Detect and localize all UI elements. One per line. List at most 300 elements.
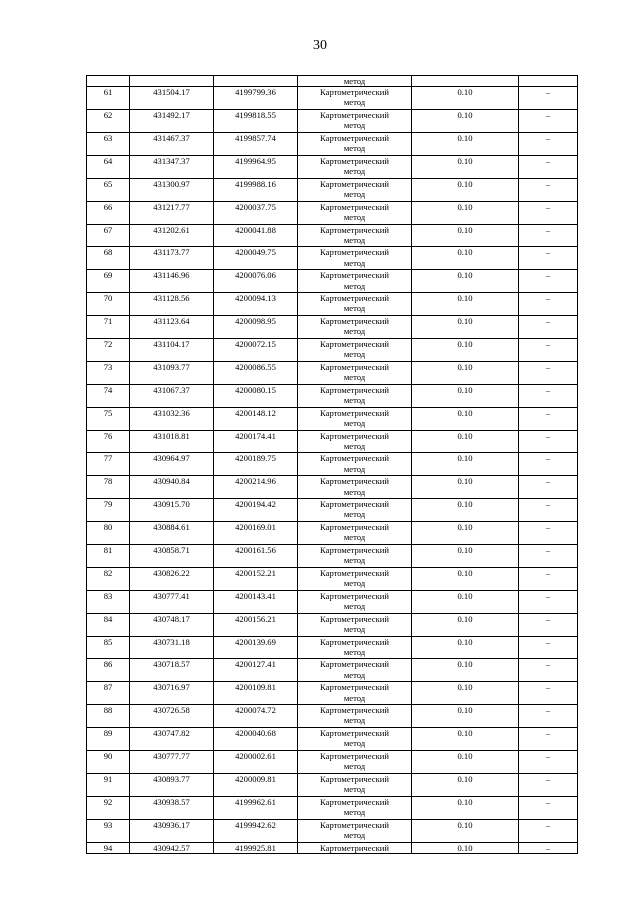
- cell-number: 65: [87, 178, 130, 201]
- cell-note: –: [519, 247, 578, 270]
- cell-note: –: [519, 384, 578, 407]
- cell-method: метод: [298, 76, 412, 87]
- cell-x: 430893.77: [130, 773, 214, 796]
- cell-note: –: [519, 567, 578, 590]
- table-row: [87, 87, 578, 110]
- cell-note: –: [519, 705, 578, 728]
- table-row: [87, 293, 578, 316]
- cell-accuracy: 0.10: [412, 499, 519, 522]
- cell-x: 431128.56: [130, 293, 214, 316]
- cell-accuracy: 0.10: [412, 773, 519, 796]
- cell-number: 70: [87, 293, 130, 316]
- method-line-1: Картометрический: [320, 430, 389, 441]
- cell-x: 430731.18: [130, 636, 214, 659]
- cell-accuracy: [412, 76, 519, 87]
- cell-number: 62: [87, 110, 130, 133]
- cell-x: 431347.37: [130, 155, 214, 178]
- table-row: [87, 728, 578, 751]
- cell-accuracy: 0.10: [412, 659, 519, 682]
- cell-number: 88: [87, 705, 130, 728]
- cell-note: –: [519, 613, 578, 636]
- cell-method: [298, 545, 412, 568]
- cell-accuracy: 0.10: [412, 819, 519, 842]
- cell-y: 4200156.21: [214, 613, 298, 636]
- method-line-2: метод: [343, 715, 366, 726]
- cell-note: –: [519, 270, 578, 293]
- method-line-1: Картометрический: [320, 155, 389, 166]
- cell-accuracy: 0.10: [412, 316, 519, 339]
- cell-accuracy: 0.10: [412, 430, 519, 453]
- table-row: [87, 384, 578, 407]
- method-line-2: метод: [343, 692, 366, 703]
- cell-y: 4200139.69: [214, 636, 298, 659]
- method-line-2: метод: [343, 394, 366, 405]
- cell-method: [298, 178, 412, 201]
- method-line-2: метод: [343, 646, 366, 657]
- table-row: [87, 224, 578, 247]
- cell-method: [298, 155, 412, 178]
- method-line-1: Картометрический: [320, 613, 389, 624]
- cell-number: 93: [87, 819, 130, 842]
- cell-y: 4200076.06: [214, 270, 298, 293]
- method-line-1: Картометрический: [320, 796, 389, 807]
- method-line-2: метод: [343, 349, 366, 360]
- cell-note: –: [519, 590, 578, 613]
- cell-y: 4200161.56: [214, 545, 298, 568]
- cell-y: 4200214.96: [214, 476, 298, 499]
- cell-accuracy: 0.10: [412, 476, 519, 499]
- cell-method: [298, 842, 412, 854]
- cell-number: 68: [87, 247, 130, 270]
- cell-y: 4200074.72: [214, 705, 298, 728]
- cell-y: 4200094.13: [214, 293, 298, 316]
- method-line-2: метод: [343, 761, 366, 772]
- cell-number: 66: [87, 201, 130, 224]
- cell-note: –: [519, 499, 578, 522]
- cell-y: 4199925.81: [214, 842, 298, 854]
- cell-x: 430938.57: [130, 796, 214, 819]
- cell-accuracy: 0.10: [412, 132, 519, 155]
- method-line-1: Картометрический: [320, 476, 389, 487]
- cell-x: 431067.37: [130, 384, 214, 407]
- cell-x: 430826.22: [130, 567, 214, 590]
- cell-method: [298, 728, 412, 751]
- cell-note: –: [519, 545, 578, 568]
- method-line-2: метод: [343, 486, 366, 497]
- cell-method: [298, 659, 412, 682]
- method-line-2: метод: [343, 303, 366, 314]
- cell-note: –: [519, 728, 578, 751]
- method-line-2: метод: [343, 555, 366, 566]
- method-line-1: Картометрический: [320, 453, 389, 464]
- table-row: [87, 819, 578, 842]
- cell-x: 431018.81: [130, 430, 214, 453]
- cell-method: [298, 201, 412, 224]
- cell-y: 4199962.61: [214, 796, 298, 819]
- cell-note: –: [519, 110, 578, 133]
- method-line-1: Картометрический: [320, 705, 389, 716]
- cell-note: –: [519, 87, 578, 110]
- cell-y: 4199942.62: [214, 819, 298, 842]
- cell-y: 4200189.75: [214, 453, 298, 476]
- cell-method: [298, 636, 412, 659]
- cell-x: 431202.61: [130, 224, 214, 247]
- cell-method: [298, 110, 412, 133]
- method-line-2: метод: [343, 166, 366, 177]
- cell-note: –: [519, 155, 578, 178]
- cell-accuracy: 0.10: [412, 384, 519, 407]
- cell-y: 4200041.88: [214, 224, 298, 247]
- cell-y: 4200127.41: [214, 659, 298, 682]
- method-line-1: Картометрический: [320, 339, 389, 349]
- cell-number: 85: [87, 636, 130, 659]
- method-line-1: Картометрический: [320, 659, 389, 670]
- cell-accuracy: 0.10: [412, 842, 519, 854]
- table-row: [87, 430, 578, 453]
- cell-x: 430748.17: [130, 613, 214, 636]
- cell-x: 431217.77: [130, 201, 214, 224]
- cell-x: 430718.57: [130, 659, 214, 682]
- cell-y: 4200194.42: [214, 499, 298, 522]
- cell-x: 430726.58: [130, 705, 214, 728]
- method-line-1: Картометрический: [320, 842, 389, 853]
- cell-accuracy: 0.10: [412, 453, 519, 476]
- cell-number: 80: [87, 522, 130, 545]
- cell-note: [519, 76, 578, 87]
- cell-method: [298, 567, 412, 590]
- cell-y: 4200040.68: [214, 728, 298, 751]
- cell-number: 86: [87, 659, 130, 682]
- cell-accuracy: 0.10: [412, 796, 519, 819]
- cell-method: [298, 247, 412, 270]
- cell-number: 69: [87, 270, 130, 293]
- cell-method: [298, 430, 412, 453]
- cell-y: 4200169.01: [214, 522, 298, 545]
- cell-x: 431173.77: [130, 247, 214, 270]
- cell-x: 430716.97: [130, 682, 214, 705]
- cell-x: 430747.82: [130, 728, 214, 751]
- method-line-1: Картометрический: [320, 682, 389, 693]
- method-line-2: метод: [343, 234, 366, 245]
- method-line-1: Картометрический: [320, 178, 389, 189]
- cell-method: [298, 819, 412, 842]
- cell-note: –: [519, 682, 578, 705]
- cell-x: 431492.17: [130, 110, 214, 133]
- method-line-1: Картометрический: [320, 110, 389, 121]
- cell-y: 4200109.81: [214, 682, 298, 705]
- cell-accuracy: 0.10: [412, 87, 519, 110]
- method-line-2: метод: [343, 807, 366, 818]
- method-line-2: метод: [343, 120, 366, 131]
- cell-note: –: [519, 224, 578, 247]
- cell-y: 4199857.74: [214, 132, 298, 155]
- method-line-2: метод: [343, 829, 366, 840]
- cell-number: 91: [87, 773, 130, 796]
- cell-x: 431123.64: [130, 316, 214, 339]
- table-row: [87, 361, 578, 384]
- table-row: [87, 453, 578, 476]
- cell-method: [298, 590, 412, 613]
- table-row: [87, 590, 578, 613]
- cell-note: –: [519, 636, 578, 659]
- table-row: [87, 636, 578, 659]
- method-line-2: метод: [343, 440, 366, 451]
- method-line-1: Картометрический: [320, 545, 389, 556]
- cell-note: –: [519, 796, 578, 819]
- cell-accuracy: 0.10: [412, 224, 519, 247]
- cell-number: 82: [87, 567, 130, 590]
- table-row: [87, 682, 578, 705]
- cell-note: –: [519, 361, 578, 384]
- method-line-1: Картометрический: [320, 819, 389, 830]
- table-row: [87, 567, 578, 590]
- method-line-1: Картометрический: [320, 522, 389, 533]
- method-line-1: Картометрический: [320, 728, 389, 739]
- method-line-2: метод: [343, 326, 366, 337]
- cell-accuracy: 0.10: [412, 522, 519, 545]
- cell-number: 89: [87, 728, 130, 751]
- method-line-2: метод: [343, 463, 366, 474]
- cell-y: 4199964.95: [214, 155, 298, 178]
- cell-note: –: [519, 751, 578, 774]
- page-number: 30: [313, 38, 327, 53]
- cell-y: 4200152.21: [214, 567, 298, 590]
- cell-note: –: [519, 339, 578, 362]
- cell-number: 75: [87, 407, 130, 430]
- cell-number: 84: [87, 613, 130, 636]
- cell-note: –: [519, 407, 578, 430]
- cell-x: [130, 76, 214, 87]
- table-row: [87, 407, 578, 430]
- cell-note: –: [519, 316, 578, 339]
- table-row: [87, 316, 578, 339]
- cell-accuracy: 0.10: [412, 247, 519, 270]
- method-line-1: Картометрический: [320, 499, 389, 510]
- table-row: [87, 773, 578, 796]
- table-row: [87, 522, 578, 545]
- table-row: [87, 705, 578, 728]
- cell-method: [298, 384, 412, 407]
- method-line-1: Картометрический: [320, 87, 389, 98]
- method-line-2: метод: [343, 211, 366, 222]
- cell-accuracy: 0.10: [412, 590, 519, 613]
- cell-note: –: [519, 293, 578, 316]
- coordinates-table: [86, 75, 578, 854]
- cell-y: 4199799.36: [214, 87, 298, 110]
- method-line-1: Картометрический: [320, 293, 389, 304]
- method-line-1: Картометрический: [320, 751, 389, 762]
- cell-method: [298, 293, 412, 316]
- cell-method: [298, 453, 412, 476]
- cell-note: –: [519, 453, 578, 476]
- method-line-2: метод: [343, 784, 366, 795]
- table-row: [87, 545, 578, 568]
- method-line-2: метод: [343, 372, 366, 383]
- cell-method: [298, 751, 412, 774]
- cell-y: 4200086.55: [214, 361, 298, 384]
- cell-x: 430915.70: [130, 499, 214, 522]
- cell-accuracy: 0.10: [412, 751, 519, 774]
- cell-number: 67: [87, 224, 130, 247]
- cell-number: 90: [87, 751, 130, 774]
- cell-y: 4200049.75: [214, 247, 298, 270]
- method-line-1: Картометрический: [320, 316, 389, 327]
- cell-method: [298, 270, 412, 293]
- cell-method: [298, 613, 412, 636]
- cell-y: [214, 76, 298, 87]
- cell-note: –: [519, 178, 578, 201]
- table-row: [87, 659, 578, 682]
- cell-note: –: [519, 773, 578, 796]
- cell-x: 430964.97: [130, 453, 214, 476]
- method-line-2: метод: [343, 601, 366, 611]
- method-line-1: Картометрический: [320, 132, 389, 143]
- method-line-2: метод: [343, 97, 366, 108]
- cell-x: 430936.17: [130, 819, 214, 842]
- cell-method: [298, 224, 412, 247]
- method-line-1: Картометрический: [320, 224, 389, 235]
- cell-y: 4200002.61: [214, 751, 298, 774]
- cell-y: 4200098.95: [214, 316, 298, 339]
- cell-number: 74: [87, 384, 130, 407]
- cell-method: [298, 796, 412, 819]
- table-row: [87, 201, 578, 224]
- cell-y: 4200037.75: [214, 201, 298, 224]
- cell-number: 78: [87, 476, 130, 499]
- cell-accuracy: 0.10: [412, 545, 519, 568]
- cell-accuracy: 0.10: [412, 636, 519, 659]
- method-line-1: Картометрический: [320, 407, 389, 418]
- cell-y: 4200072.15: [214, 339, 298, 362]
- table-row: [87, 842, 578, 854]
- cell-method: [298, 522, 412, 545]
- cell-accuracy: 0.10: [412, 178, 519, 201]
- cell-accuracy: 0.10: [412, 728, 519, 751]
- cell-x: 430940.84: [130, 476, 214, 499]
- cell-number: 87: [87, 682, 130, 705]
- method-line-2: метод: [343, 257, 366, 268]
- table-row: [87, 613, 578, 636]
- cell-accuracy: 0.10: [412, 155, 519, 178]
- method-line-1: Картометрический: [320, 773, 389, 784]
- method-line-2: метод: [343, 417, 366, 428]
- cell-y: 4200143.41: [214, 590, 298, 613]
- cell-y: 4200080.15: [214, 384, 298, 407]
- table-row: [87, 499, 578, 522]
- cell-accuracy: 0.10: [412, 270, 519, 293]
- method-line-1: Картометрический: [320, 270, 389, 281]
- method-line-2: метод: [343, 738, 366, 749]
- cell-accuracy: 0.10: [412, 682, 519, 705]
- table-row: [87, 110, 578, 133]
- method-line-1: Картометрический: [320, 247, 389, 258]
- cell-number: 94: [87, 842, 130, 854]
- cell-accuracy: 0.10: [412, 110, 519, 133]
- table-row: [87, 476, 578, 499]
- cell-y: 4200174.41: [214, 430, 298, 453]
- method-line-2: метод: [343, 532, 366, 543]
- cell-note: –: [519, 201, 578, 224]
- method-line-1: Картометрический: [320, 636, 389, 647]
- method-line-2: метод: [343, 188, 366, 199]
- table-row: [87, 339, 578, 362]
- cell-number: 73: [87, 361, 130, 384]
- cell-number: 79: [87, 499, 130, 522]
- cell-note: –: [519, 430, 578, 453]
- cell-x: 431032.36: [130, 407, 214, 430]
- table-row: [87, 132, 578, 155]
- cell-x: 431093.77: [130, 361, 214, 384]
- cell-method: [298, 499, 412, 522]
- cell-y: 4199988.16: [214, 178, 298, 201]
- method-line-1: Картометрический: [320, 590, 389, 601]
- method-line-1: Картометрический: [320, 384, 389, 395]
- cell-note: –: [519, 476, 578, 499]
- cell-method: [298, 773, 412, 796]
- cell-number: 61: [87, 87, 130, 110]
- cell-number: 92: [87, 796, 130, 819]
- cell-x: 430777.41: [130, 590, 214, 613]
- cell-accuracy: 0.10: [412, 293, 519, 316]
- cell-number: 83: [87, 590, 130, 613]
- cell-method: [298, 361, 412, 384]
- cell-x: 430858.71: [130, 545, 214, 568]
- cell-y: 4200009.81: [214, 773, 298, 796]
- cell-x: 431504.17: [130, 87, 214, 110]
- cell-accuracy: 0.10: [412, 613, 519, 636]
- cell-number: [87, 76, 130, 87]
- method-line-2: метод: [343, 280, 366, 291]
- cell-accuracy: 0.10: [412, 567, 519, 590]
- method-line-2: метод: [343, 669, 366, 680]
- table-row-continuation: [87, 76, 578, 87]
- cell-note: –: [519, 659, 578, 682]
- cell-x: 431467.37: [130, 132, 214, 155]
- table-row: [87, 270, 578, 293]
- cell-note: –: [519, 522, 578, 545]
- method-line-1: Картометрический: [320, 201, 389, 212]
- method-line-2: метод: [343, 623, 366, 634]
- method-line-1: Картометрический: [320, 361, 389, 372]
- cell-note: –: [519, 842, 578, 854]
- cell-accuracy: 0.10: [412, 201, 519, 224]
- cell-y: 4200148.12: [214, 407, 298, 430]
- cell-number: 63: [87, 132, 130, 155]
- cell-number: 64: [87, 155, 130, 178]
- cell-x: 430884.61: [130, 522, 214, 545]
- cell-accuracy: 0.10: [412, 407, 519, 430]
- cell-method: [298, 339, 412, 362]
- cell-x: 431146.96: [130, 270, 214, 293]
- method-line-2: метод: [343, 143, 366, 154]
- cell-y: 4199818.55: [214, 110, 298, 133]
- cell-number: 71: [87, 316, 130, 339]
- cell-note: –: [519, 819, 578, 842]
- cell-method: [298, 705, 412, 728]
- cell-method: [298, 476, 412, 499]
- cell-x: 431104.17: [130, 339, 214, 362]
- method-line-1: Картометрический: [320, 567, 389, 578]
- cell-method: [298, 316, 412, 339]
- table-row: [87, 155, 578, 178]
- table-row: [87, 247, 578, 270]
- cell-number: 81: [87, 545, 130, 568]
- method-line-2: метод: [343, 578, 366, 589]
- table-row: [87, 751, 578, 774]
- method-line-2: метод: [343, 509, 366, 520]
- cell-method: [298, 682, 412, 705]
- table-row: [87, 796, 578, 819]
